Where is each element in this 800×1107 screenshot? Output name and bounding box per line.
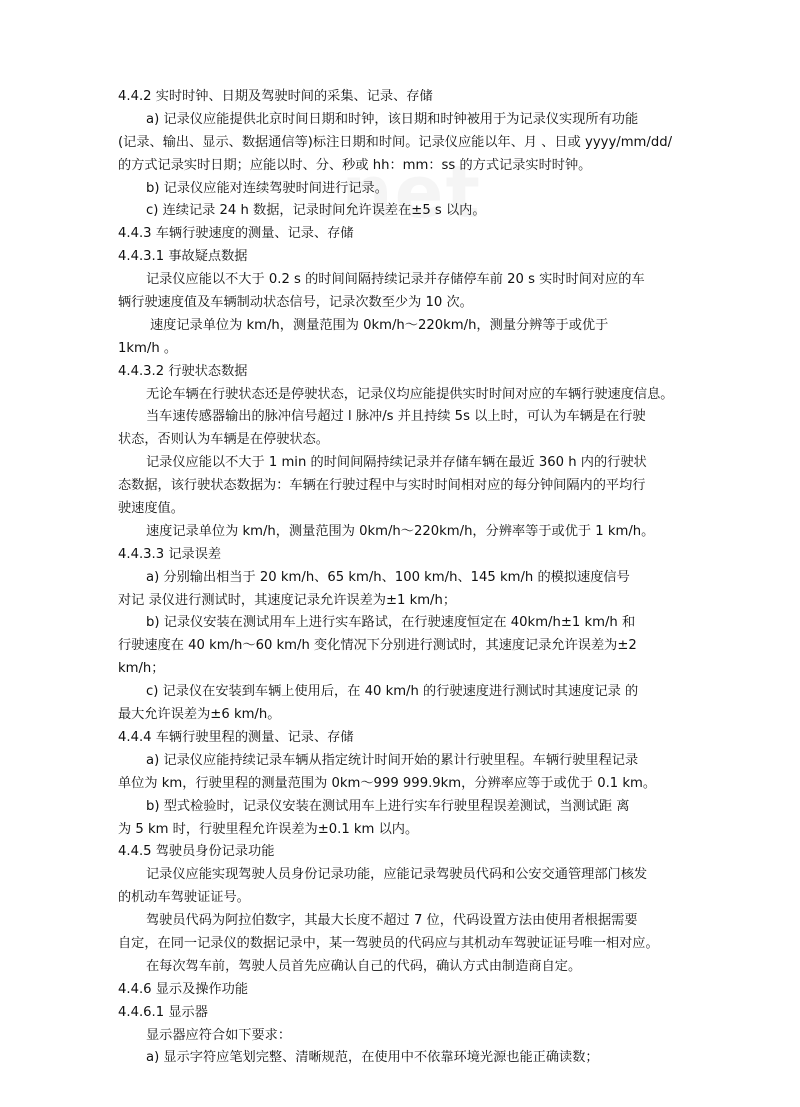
text-line: 态数据，该行驶状态数据为：车辆在行驶过程中与实时时间相对应的每分钟间隔内的平均行 — [118, 478, 646, 494]
section-heading: 4.4.3.1 事故疑点数据 — [118, 249, 248, 265]
text-line: c) 连续记录 24 h 数据，记录时间允许误差在±5 s 以内。 — [146, 203, 486, 219]
text-line: 记录仪应能以不大于 0.2 s 的时间间隔持续记录并存储停车前 20 s 实时时间对应的车 — [146, 272, 645, 288]
section-heading: 4.4.3.2 行驶状态数据 — [118, 363, 248, 379]
text-line: 单位为 km，行驶里程的测量范围为 0km～999 999.9km，分辨率应等于或优于 0.1 km。 — [118, 775, 657, 791]
text-line: 自定，在同一记录仪的数据记录中，某一驾驶员的代码应与其机动车驾驶证证号唯一相对应。 — [118, 935, 659, 951]
text-line: 显示器应符合如下要求： — [146, 1027, 292, 1043]
text-line: 对记 录仪进行测试时，其速度记录允许误差为±1 km/h； — [118, 592, 457, 608]
text-line: 为 5 km 时，行驶里程允许误差为±0.1 km 以内。 — [118, 821, 419, 837]
text-line: 的机动车驾驶证证号。 — [118, 890, 250, 906]
text-line: 记录仪应能实现驾驶人员身份记录功能，应能记录驾驶员代码和公安交通管理部门核发 — [146, 867, 648, 883]
text-line: a) 分别输出相当于 20 km/h、65 km/h、100 km/h、145 km/h 的模拟速度信号 — [146, 569, 630, 585]
text-line: 驶速度值。 — [118, 501, 184, 517]
text-line: 记录仪应能以不大于 1 min 的时间间隔持续记录并存储车辆在最近 360 h 内的行驶状 — [146, 455, 647, 471]
text-line: 在每次驾车前，驾驶人员首先应确认自己的代码，确认方式由制造商自定。 — [146, 958, 582, 974]
text-line: b) 记录仪安装在测试用车上进行实车路试，在行驶速度恒定在 40km/h±1 km/h 和 — [146, 615, 636, 631]
section-heading: 4.4.3.3 记录误差 — [118, 546, 222, 562]
text-line: a) 记录仪应能持续记录车辆从指定统计时间开始的累计行驶里程。车辆行驶里程记录 — [146, 752, 639, 768]
text-line: 当车速传感器输出的脉冲信号超过 l 脉冲/s 并且持续 5s 以上时，可认为车辆是在行驶 — [146, 409, 646, 425]
text-line: 的方式记录实时日期；应能以时、分、秒或 hh：mm：ss 的方式记录实时时钟。 — [118, 157, 592, 173]
section-heading: 4.4.3 车辆行驶速度的测量、记录、存储 — [118, 226, 354, 242]
text-line: b) 记录仪应能对连续驾驶时间进行记录。 — [146, 180, 388, 196]
text-line: c) 记录仪在安装到车辆上使用后，在 40 km/h 的行驶速度进行测试时其速度记录 的 — [146, 684, 639, 700]
text-line: b) 型式检验时，记录仪安装在测试用车上进行实车行驶里程误差测试，当测试距 离 — [146, 798, 630, 814]
text-line: 速度记录单位为 km/h，测量范围为 0km/h～220km/h，测量分辨等于或优于 — [150, 317, 609, 333]
document-body — [118, 86, 688, 1070]
text-line: 状态，否则认为车辆是在停驶状态。 — [118, 432, 329, 448]
text-line: 无论车辆在行驶状态还是停驶状态，记录仪均应能提供实时时间对应的车辆行驶速度信息。 — [146, 386, 674, 402]
text-line: 辆行驶速度值及车辆制动状态信号，记录次数至少为 10 次。 — [118, 295, 473, 311]
section-heading: 4.4.4 车辆行驶里程的测量、记录、存储 — [118, 729, 354, 745]
text-line: km/h； — [118, 661, 165, 677]
text-line: 行驶速度在 40 km/h～60 km/h 变化情况下分别进行测试时，其速度记录允许误差为±2 — [118, 638, 637, 654]
text-line: 速度记录单位为 km/h，测量范围为 0km/h～220km/h，分辨率等于或优于 1 km/h。 — [146, 523, 655, 539]
text-line: a) 显示字符应笔划完整、清晰规范，在使用中不依靠环境光源也能正确读数； — [146, 1050, 599, 1066]
section-heading: 4.4.6.1 显示器 — [118, 1004, 208, 1020]
section-heading: 4.4.5 驾驶员身份记录功能 — [118, 844, 275, 860]
text-line: 1km/h 。 — [118, 340, 178, 356]
text-line: a) 记录仪应能提供北京时间日期和时钟，该日期和时钟被用于为记录仪实现所有功能 — [146, 111, 639, 127]
text-line: 最大允许误差为±6 km/h。 — [118, 707, 281, 723]
section-heading: 4.4.2 实时时钟、日期及驾驶时间的采集、记录、存储 — [118, 89, 433, 104]
section-heading: 4.4.6 显示及操作功能 — [118, 981, 249, 997]
text-line: (记录、输出、显示、数据通信等)标注日期和时间。记录仪应能以年、月 、日或 yyyy/mm/dd/ — [118, 134, 673, 150]
text-line: 驾驶员代码为阿拉伯数字，其最大长度不超过 7 位，代码设置方法由使用者根据需要 — [146, 913, 638, 929]
